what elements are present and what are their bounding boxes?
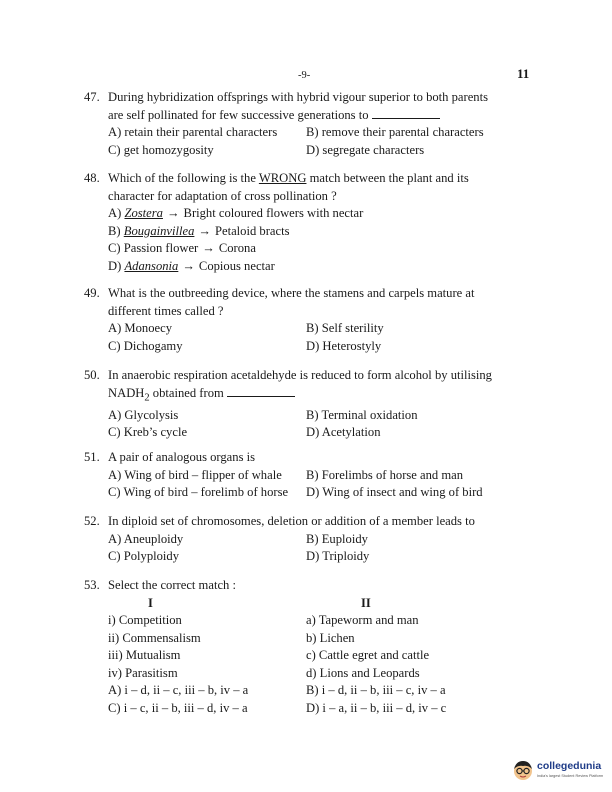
question-53 [84,577,514,717]
option-b: B) Euploidy [306,531,368,546]
match-table [108,595,514,718]
answer-blank [227,385,295,397]
question-number: 48. [84,171,100,185]
question-text-line2: character for adaptation of cross pollination ? [108,188,337,203]
column-i-item: ii) Commensalism [108,630,201,645]
column-ii-heading: II [361,595,371,610]
question-number: 53. [84,578,100,592]
question-number: 50. [84,368,100,382]
question-text: What is the outbreeding device, where the stamens and carpels mature at [108,286,475,300]
question-52 [84,513,514,566]
arrow-icon: → [198,223,211,238]
page-code: 11 [517,66,530,81]
emphasis-wrong: WRONG [258,171,307,185]
question-text: During hybridization offsprings with hybrid vigour superior to both parents [108,90,488,104]
question-48 [84,170,514,275]
plant-name: Passion flower [123,241,199,255]
question-text: Which of the following is the [108,171,256,185]
logo-tagline: India's largest Student Review Platform [537,774,604,778]
question-text-line2: different times called ? [108,303,224,318]
question-text: A pair of analogous organs is [108,450,256,464]
option-c: C) Kreb’s cycle [108,425,188,440]
answer-blank [372,107,440,119]
mascot-icon [512,759,534,781]
arrow-icon: → [166,206,180,220]
option-a: A) i – d, ii – c, iii – b, iv – a [108,683,249,697]
option-c: C) Polyploidy [108,549,180,563]
column-ii-item: b) Lichen [306,630,355,645]
question-50 [84,367,514,442]
plant-trait: Petaloid bracts [215,223,290,238]
plant-trait: Copious nectar [198,258,275,273]
question-text: In diploid set of chromosomes, deletion or addition of a member leads to [108,514,475,528]
question-text-cont: match between the plant and its [309,171,469,185]
option-d: D) i – a, ii – b, iii – d, iv – c [306,700,447,715]
subscript: 2 [144,392,150,404]
column-i-item: i) Competition [108,613,182,627]
option-d: D) Wing of insect and wing of bird [306,485,483,499]
option-b: B) Forelimbs of horse and man [306,467,464,482]
question-47 [84,89,514,159]
question-text: Select the correct match : [108,578,236,592]
question-text-line2: are self pollinated for few successive generations to [108,107,369,122]
question-number: 47. [84,90,100,104]
question-text: In anaerobic respiration acetaldehyde is reduced to form alcohol by utilising [108,368,492,382]
arrow-icon: → [202,241,215,255]
page-number: -9- [298,70,311,81]
plant-trait: Bright coloured flowers with nectar [183,206,364,220]
plant-name: Adansonia [124,258,179,273]
question-text-line2: obtained from [149,385,224,400]
option-a: A) Glycolysis [108,407,179,422]
option-b: B) Terminal oxidation [306,407,418,422]
option-c: C) Wing of bird – forelimb of horse [108,485,289,499]
option-c: C) Passion flower → Corona [108,240,514,258]
plant-trait: Corona [218,241,256,255]
question-number: 51. [84,450,100,464]
nadh-label: NADH [108,385,145,400]
option-d: D) Acetylation [306,425,381,440]
option-c: C) Dichogamy [108,338,183,353]
plant-name: Bougainvillea [123,223,195,238]
option-a: A) retain their parental characters [108,125,278,139]
column-ii-item: a) Tapeworm and man [306,613,419,627]
option-d: D) Adansonia → Copious nectar [108,258,514,276]
option-b: B) Self sterility [306,321,384,335]
option-d: D) Triploidy [306,549,370,563]
column-i-heading: I [148,595,153,610]
option-b: B) Bougainvillea → Petaloid bracts [108,223,514,241]
option-d: D) segregate characters [306,142,425,157]
option-b: B) remove their parental characters [306,125,484,139]
option-a: A) Aneuploidy [108,531,184,546]
option-a: A) Zostera → Bright coloured flowers with nectar [108,205,514,223]
column-i-item: iv) Parasitism [108,665,178,680]
logo-text: collegedunia [537,760,602,772]
arrow-icon: → [182,258,195,273]
column-ii-item: d) Lions and Leopards [306,665,420,680]
question-49 [84,285,514,355]
collegedunia-logo [512,757,608,787]
column-ii-item: c) Cattle egret and cattle [306,648,430,662]
option-b: B) i – d, ii – b, iii – c, iv – a [306,683,446,697]
option-c: C) get homozygosity [108,142,214,157]
question-number: 49. [84,286,100,300]
plant-name: Zostera [124,206,163,220]
column-i-item: iii) Mutualism [108,648,181,662]
question-51 [84,449,514,502]
option-a: A) Wing of bird – flipper of whale [108,467,282,482]
question-number: 52. [84,514,100,528]
option-a: A) Monoecy [108,321,173,335]
option-c: C) i – c, ii – b, iii – d, iv – a [108,700,248,715]
option-d: D) Heterostyly [306,338,382,353]
